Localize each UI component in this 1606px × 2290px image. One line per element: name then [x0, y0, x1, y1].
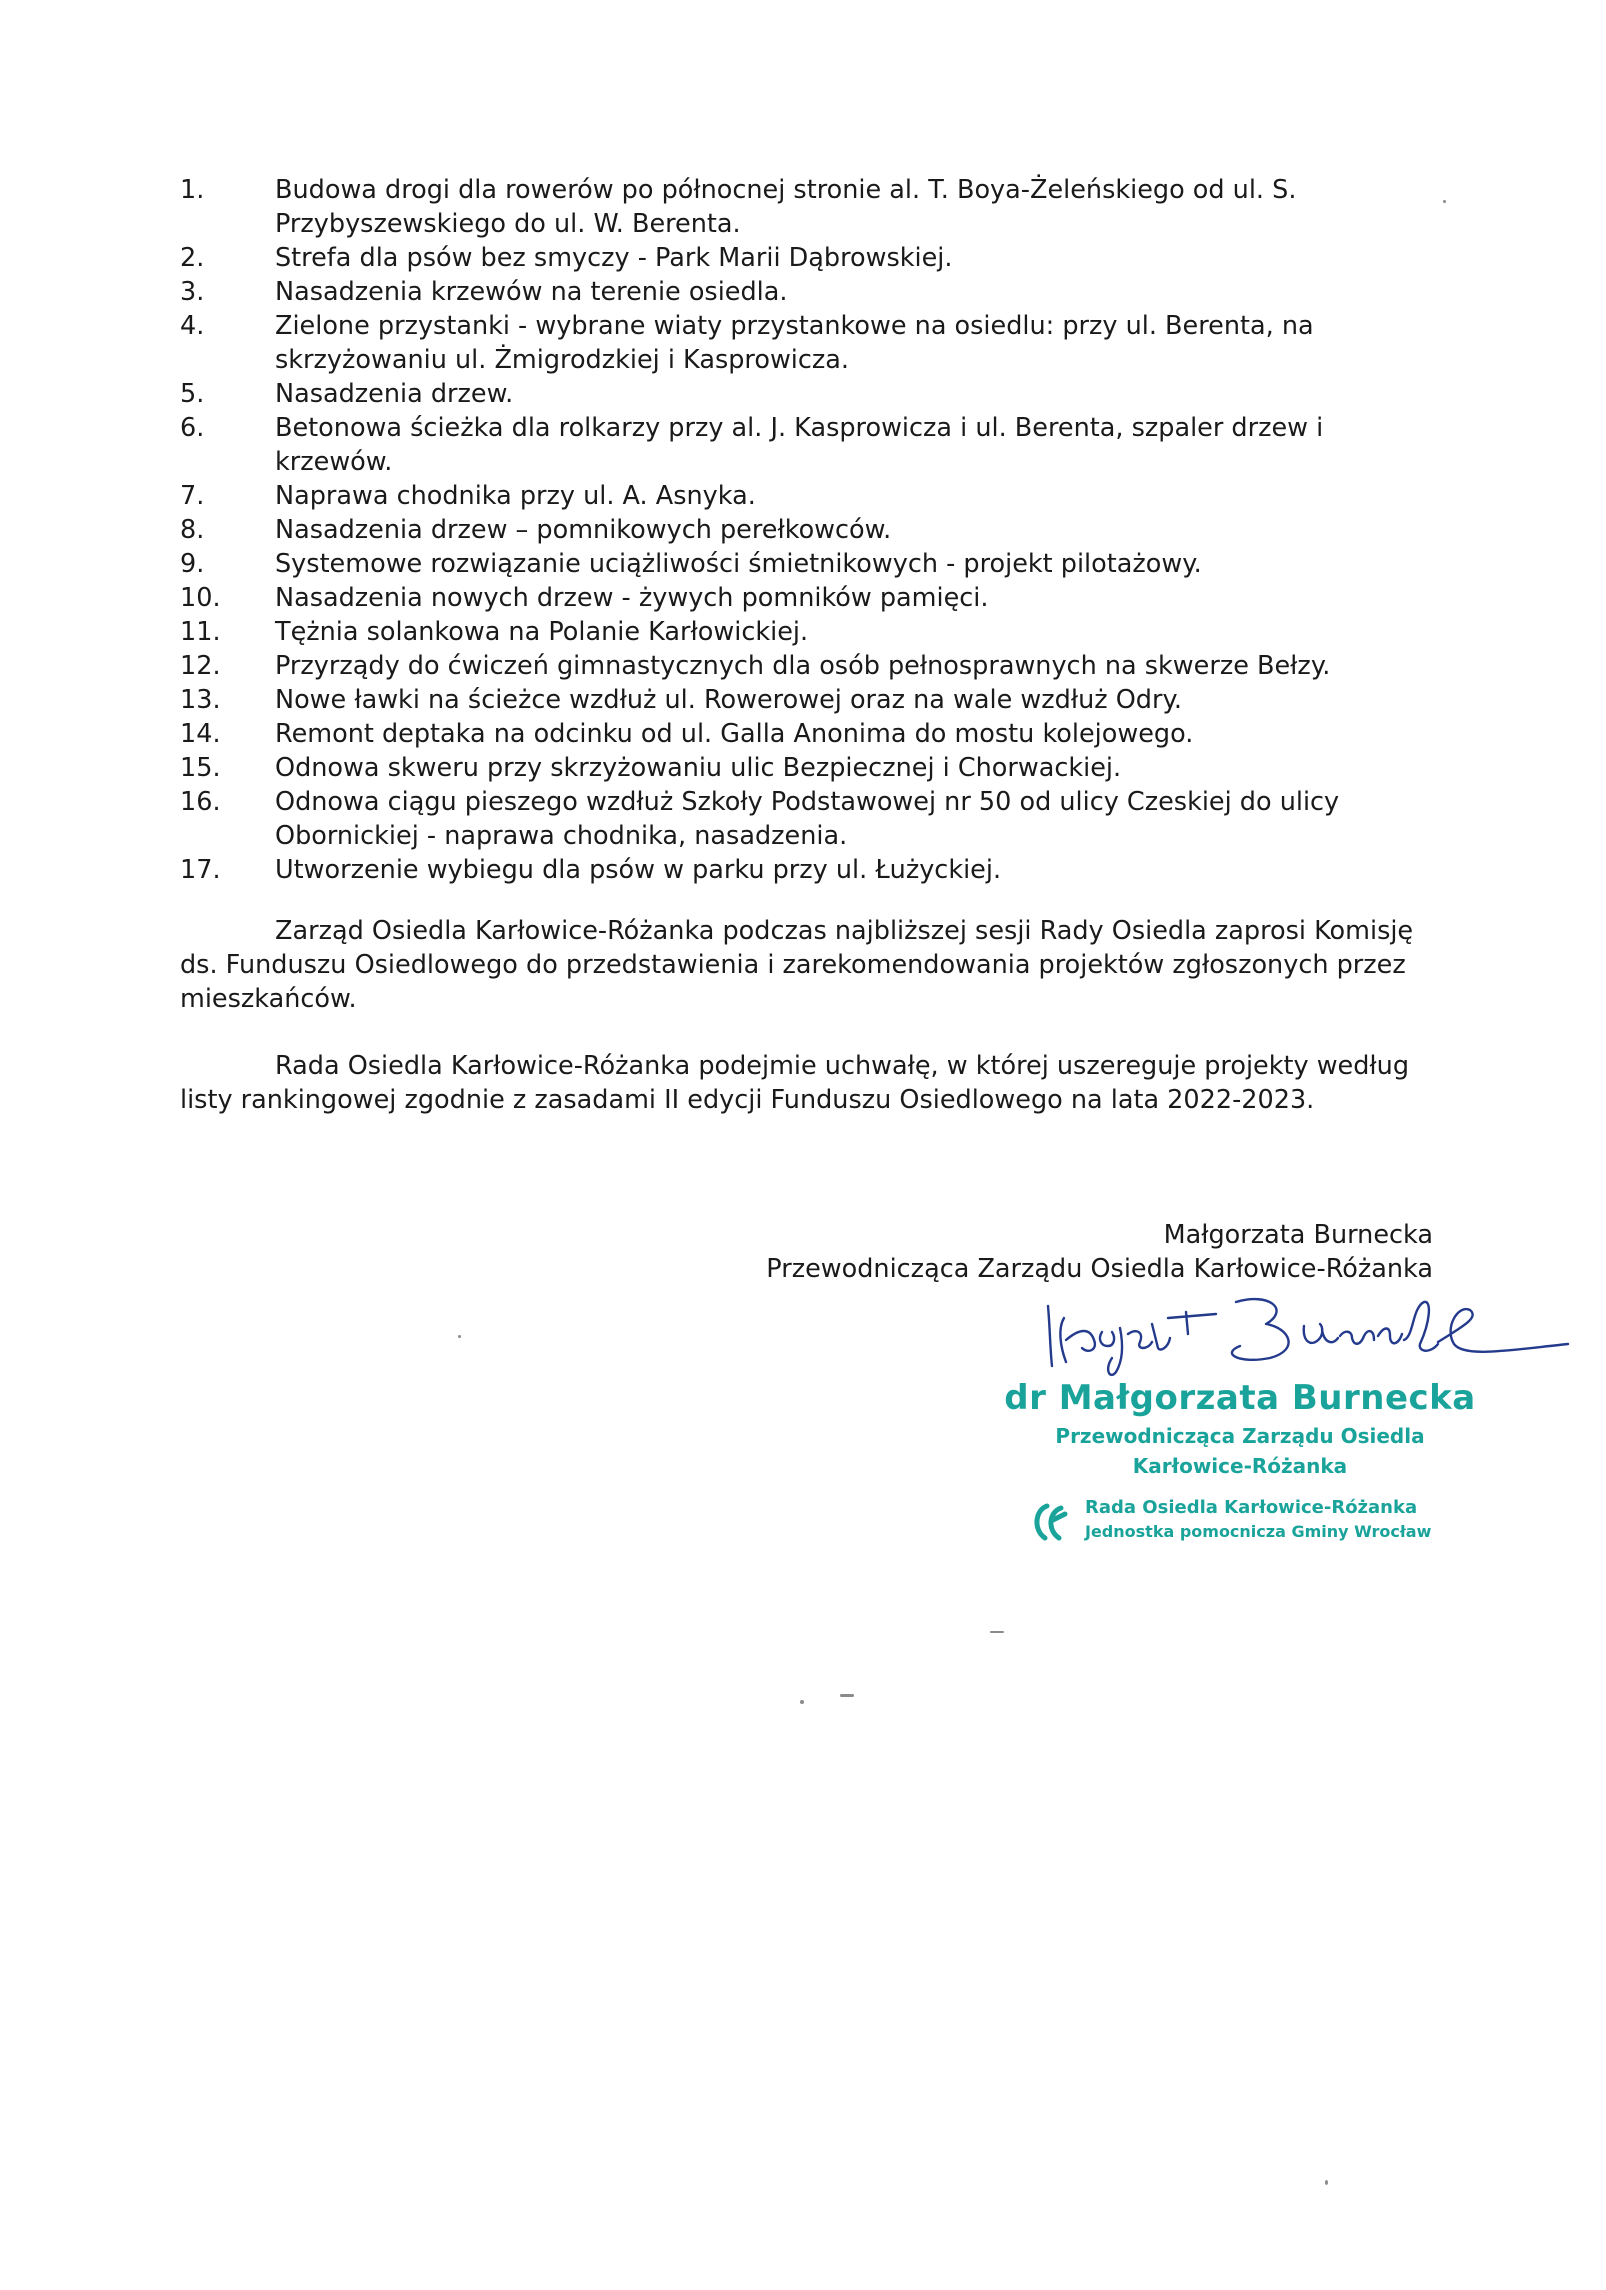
list-item-number: 4. [180, 311, 205, 341]
list-item-number: 13. [180, 685, 221, 715]
handwritten-signature [1040, 1288, 1570, 1378]
list-item-number: 1. [180, 175, 205, 205]
list-item-text: Systemowe rozwiązanie uciążliwości śmietnikowych - projekt pilotażowy. [275, 549, 1202, 579]
list-item [180, 479, 1430, 513]
project-list [180, 173, 1430, 887]
list-item-text: Nasadzenia krzewów na terenie osiedla. [275, 277, 788, 307]
list-item [180, 751, 1430, 785]
list-item-text: Betonowa ścieżka dla rolkarzy przy al. J. Kasprowicza i ul. Berenta, szpaler drzew i krzewów. [275, 413, 1324, 477]
list-item [180, 411, 1430, 479]
list-item [180, 649, 1430, 683]
stamp-name: dr Małgorzata Burnecka [1004, 1378, 1476, 1418]
list-item-text: Nasadzenia drzew. [275, 379, 514, 409]
list-item-text: Utworzenie wybiegu dla psów w parku przy ul. Łużyckiej. [275, 855, 1002, 885]
list-item-number: 14. [180, 719, 221, 749]
list-item [180, 853, 1430, 887]
list-item [180, 513, 1430, 547]
list-item-text: Naprawa chodnika przy ul. A. Asnyka. [275, 481, 756, 511]
list-item [180, 275, 1430, 309]
official-stamp [990, 1375, 1490, 1481]
list-item-number: 7. [180, 481, 205, 511]
council-logo-icon [1027, 1500, 1071, 1544]
scan-speck [800, 1700, 804, 1704]
list-item [180, 581, 1430, 615]
list-item-number: 17. [180, 855, 221, 885]
paragraph-commission: Zarząd Osiedla Karłowice-Różanka podczas najbliższej sesji Rady Osiedla zaprosi Komisję ds. Funduszu Osiedlowego do przedstawienia i zarekomendowania projektów zgłoszonych przez mieszkańców. [180, 916, 1414, 1014]
list-item-text: Nasadzenia drzew – pomnikowych perełkowców. [275, 515, 892, 545]
list-item [180, 377, 1430, 411]
list-item-text: Odnowa ciągu pieszego wzdłuż Szkoły Podstawowej nr 50 od ulicy Czeskiej do ulicy Obornickiej - naprawa chodnika, nasadzenia. [275, 787, 1340, 851]
list-item [180, 547, 1430, 581]
closing-name: Małgorzata Burnecka [1163, 1220, 1433, 1250]
list-item [180, 683, 1430, 717]
list-item-text: Remont deptaka na odcinku od ul. Galla Anonima do mostu kolejowego. [275, 719, 1194, 749]
closing-title: Przewodnicząca Zarządu Osiedla Karłowice-Różanka [766, 1254, 1433, 1284]
list-item-text: Budowa drogi dla rowerów po północnej stronie al. T. Boya-Żeleńskiego od ul. S. Przybyszewskiego do ul. W. Berenta. [275, 175, 1297, 239]
list-item [180, 173, 1430, 241]
list-item [180, 309, 1430, 377]
list-item [180, 615, 1430, 649]
scan-speck [458, 1335, 461, 1338]
council-name: Rada Osiedla Karłowice-Różanka [1085, 1497, 1418, 1518]
council-subtitle: Jednostka pomocnicza Gminy Wrocław [1085, 1522, 1432, 1541]
list-item-number: 5. [180, 379, 205, 409]
scan-speck [990, 1631, 1004, 1633]
list-item-number: 11. [180, 617, 221, 647]
list-item-number: 8. [180, 515, 205, 545]
list-item [180, 717, 1430, 751]
list-item-number: 10. [180, 583, 221, 613]
list-item-text: Zielone przystanki - wybrane wiaty przystankowe na osiedlu: przy ul. Berenta, na skrzyżowaniu ul. Żmigrodzkiej i Kasprowicza. [275, 311, 1314, 375]
list-item-text: Nowe ławki na ścieżce wzdłuż ul. Rowerowej oraz na wale wzdłuż Odry. [275, 685, 1183, 715]
list-item-text: Tężnia solankowa na Polanie Karłowickiej. [275, 617, 809, 647]
list-item-text: Nasadzenia nowych drzew - żywych pomników pamięci. [275, 583, 989, 613]
list-item-text: Odnowa skweru przy skrzyżowaniu ulic Bezpiecznej i Chorwackiej. [275, 753, 1122, 783]
list-item-number: 2. [180, 243, 205, 273]
list-item-number: 3. [180, 277, 205, 307]
council-text [1085, 1496, 1431, 1544]
list-item [180, 785, 1430, 853]
list-item-number: 9. [180, 549, 205, 579]
list-item-text: Strefa dla psów bez smyczy - Park Marii Dąbrowskiej. [275, 243, 953, 273]
stamp-role-line-2: Karłowice-Różanka [1132, 1454, 1348, 1478]
list-item-text: Przyrządy do ćwiczeń gimnastycznych dla osób pełnosprawnych na skwerze Bełzy. [275, 651, 1331, 681]
scan-speck [1443, 200, 1446, 203]
scan-speck [840, 1694, 854, 1697]
stamp-role-line-1: Przewodnicząca Zarządu Osiedla [1055, 1424, 1425, 1448]
list-item-number: 15. [180, 753, 221, 783]
closing-block [766, 1218, 1433, 1286]
list-item-number: 16. [180, 787, 221, 817]
list-item [180, 241, 1430, 275]
list-item-number: 12. [180, 651, 221, 681]
scan-speck [1325, 2180, 1328, 2185]
paragraph-resolution: Rada Osiedla Karłowice-Różanka podejmie uchwałę, w której uszereguje projekty według listy rankingowej zgodnie z zasadami II edycji Funduszu Osiedlowego na lata 2022-2023. [180, 1051, 1410, 1115]
list-item-number: 6. [180, 413, 205, 443]
